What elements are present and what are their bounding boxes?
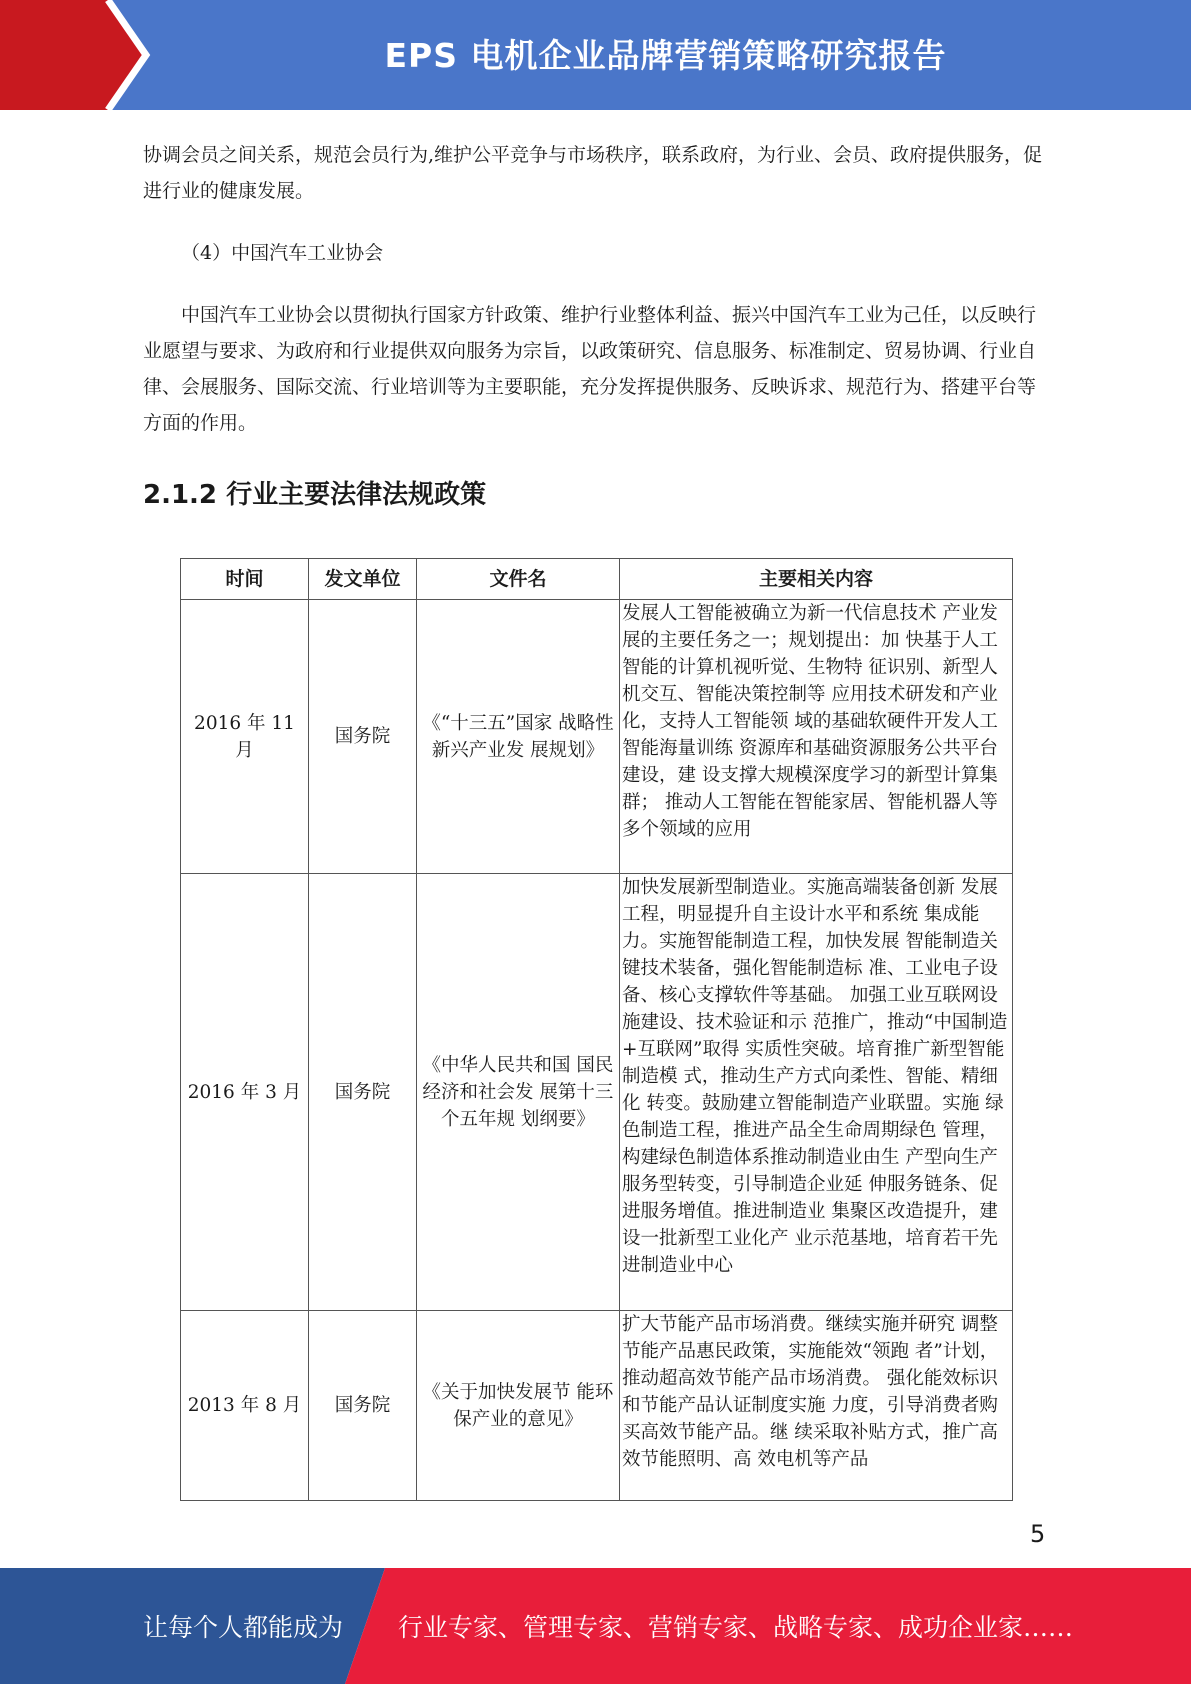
report-title: EPS 电机企业品牌营销策略研究报告 [384, 36, 947, 75]
column-header: 主要相关内容 [620, 559, 1013, 600]
time-cell: 2013 年 8 月 [181, 1311, 309, 1501]
footer-slogan-left: 让每个人都能成为 [143, 1613, 344, 1642]
table-header-row [181, 559, 1013, 600]
table-row [181, 600, 1013, 874]
page-number: 5 [1030, 1520, 1046, 1548]
issuer-cell: 国务院 [309, 1311, 417, 1501]
page-footer [0, 1568, 1191, 1684]
issuer-cell: 国务院 [309, 874, 417, 1311]
subheading: （4）中国汽车工业协会 [181, 242, 384, 264]
time-cell: 2016 年 3 月 [181, 874, 309, 1311]
content-cell: 扩大节能产品市场消费。继续实施并研究 调整节能产品惠民政策，实施能效“领跑 者”计划，推动超高效节能产品市场消费。 强化能效标识和节能产品认证制度实施 力度，引导消费者购买高效节能产品。继 续采取补贴方式，推广高效节能照明、高 效电机等产品 [620, 1311, 1013, 1501]
body-content [143, 137, 1053, 515]
page-header [0, 0, 1191, 110]
section-heading: 2.1.2 行业主要法律法规政策 [143, 480, 487, 510]
paragraph: 中国汽车工业协会以贯彻执行国家方针政策、维护行业整体利益、振兴中国汽车工业为己任，以反映行业愿望与要求、为政府和行业提供双向服务为宗旨，以政策研究、信息服务、标准制定、贸易协调、行业自律、会展服务、国际交流、行业培训等为主要职能，充分发挥提供服务、反映诉求、规范行为、搭建平台等方面的作用。 [143, 304, 1037, 434]
document-cell: 《“十三五”国家 战略性新兴产业发 展规划》 [417, 600, 620, 874]
policy-table [180, 558, 1013, 1501]
content-cell: 发展人工智能被确立为新一代信息技术 产业发展的主要任务之一；规划提出：加 快基于人工智能的计算机视听觉、生物特 征识别、新型人机交互、智能决策控制等 应用技术研发和产业化，支持人工智能领 域的基础软硬件开发人工智能海量训练 资源库和基础资源服务公共平台建设，建 设支撑大规模深度学习的新型计算集群； 推动人工智能在智能家居、智能机器人等 多个领域的应用 [620, 600, 1013, 874]
document-cell: 《中华人民共和国 国民经济和社会发 展第十三个五年规 划纲要》 [417, 874, 620, 1311]
issuer-cell: 国务院 [309, 600, 417, 874]
table-row [181, 874, 1013, 1311]
table-row [181, 1311, 1013, 1501]
time-cell: 2016 年 11 月 [181, 600, 309, 874]
document-cell: 《关于加快发展节 能环保产业的意见》 [417, 1311, 620, 1501]
column-header: 发文单位 [309, 559, 417, 600]
footer-slogan-right: 行业专家、管理专家、营销专家、战略专家、成功企业家…… [398, 1613, 1074, 1642]
paragraph: 协调会员之间关系，规范会员行为,维护公平竞争与市场秩序，联系政府，为行业、会员、政府提供服务，促进行业的健康发展。 [143, 144, 1043, 202]
column-header: 时间 [181, 559, 309, 600]
column-header: 文件名 [417, 559, 620, 600]
content-cell: 加快发展新型制造业。实施高端装备创新 发展工程，明显提升自主设计水平和系统 集成能力。实施智能制造工程，加快发展 智能制造关键技术装备，强化智能制造标 准、工业电子设备、核心支撑软件等基础。 加强工业互联网设施建设、技术验证和示 范推广，推动“中国制造+互联网”取得 实质性突破。培育推广新型智能制造模 式，推动生产方式向柔性、智能、精细化 转变。鼓励建立智能制造产业联盟。实施 绿色制造工程，推进产品全生命周期绿色 管理，构建绿色制造体系推动制造业由生 产型向生产服务型转变，引导制造企业延 伸服务链条、促进服务增值。推进制造业 集聚区改造提升，建设一批新型工业化产 业示范基地，培育若干先进制造业中心 [620, 874, 1013, 1311]
